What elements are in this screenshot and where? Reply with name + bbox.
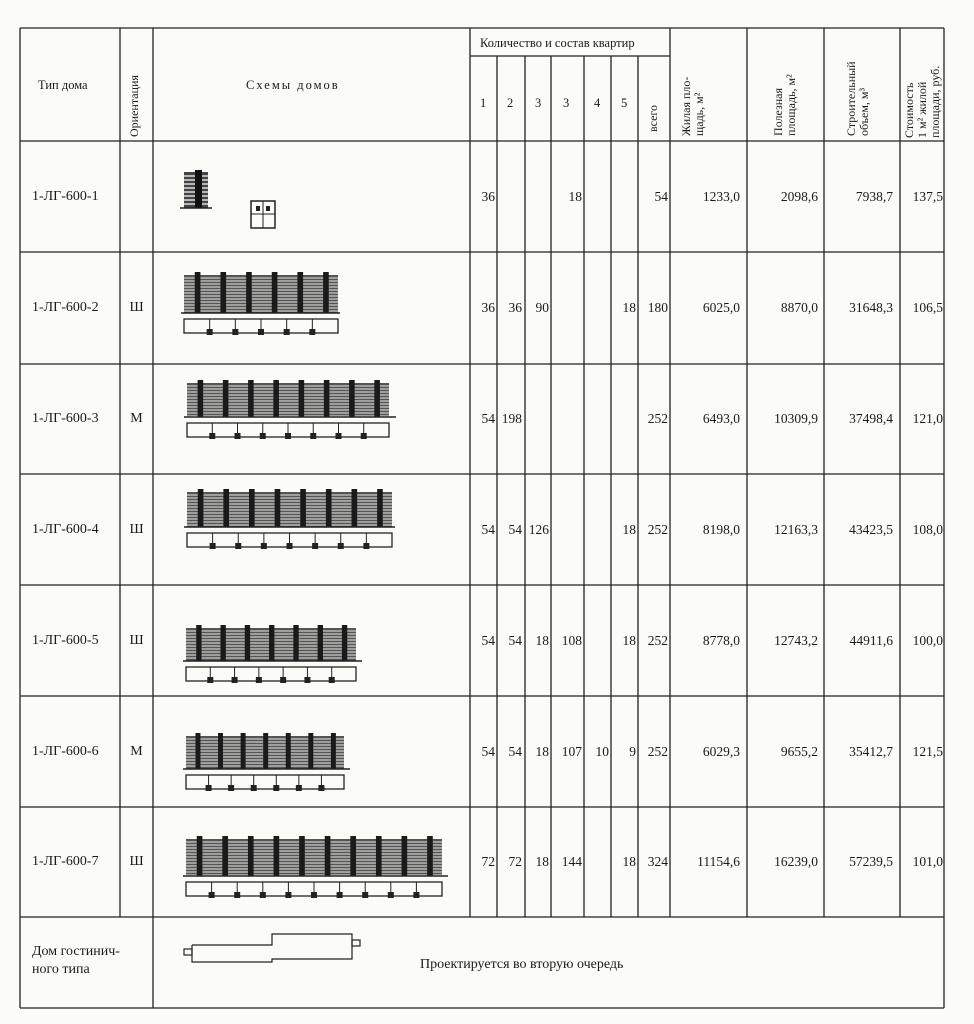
cost-cell: 121,0 [912, 411, 943, 426]
living-area-cell: 6493,0 [702, 411, 740, 426]
apartment-count-cell: 126 [528, 521, 549, 537]
apartment-count-cell: 18 [622, 300, 636, 315]
cost-cell: 108,0 [912, 521, 943, 537]
useful-area-cell: 2098,6 [780, 188, 818, 204]
cost-cell: 137,5 [912, 188, 943, 204]
orientation-cell: Ш [129, 521, 144, 537]
house-type: 1-ЛГ-600-4 [32, 521, 99, 537]
apartment-count-cell: 324 [647, 854, 668, 869]
header-useful: Полезная площадь, м² [771, 74, 798, 136]
apartment-count-cell: 252 [647, 743, 668, 759]
orientation-cell: М [130, 743, 143, 759]
header-cost: Стоимость 1 м² жилой площади, руб. [902, 65, 942, 138]
apartment-count-cell: 18 [535, 854, 549, 869]
hotel-note: Проектируется во вторую очередь [420, 957, 624, 972]
living-area-cell: 1233,0 [702, 188, 740, 204]
house-type: 1-ЛГ-600-7 [32, 854, 99, 869]
scheme-elevation-6 [183, 733, 350, 791]
living-area-cell: 11154,6 [697, 854, 740, 869]
apartment-count-cell: 18 [535, 743, 549, 759]
apartment-count-cell: 90 [535, 300, 549, 315]
orientation-cell: Ш [129, 854, 144, 869]
header-qty-group: Количество и состав квартир [480, 36, 635, 50]
apartment-count-cell: 18 [535, 632, 549, 648]
apartment-count-cell: 54 [654, 188, 668, 204]
useful-area-cell: 9655,2 [780, 743, 818, 759]
apartment-count-cell: 36 [508, 300, 522, 315]
apartment-count-cell: 54 [481, 632, 495, 648]
apartment-count-cell: 18 [622, 854, 636, 869]
apartment-count-cell: 252 [647, 411, 668, 426]
header-room-3b: 3 [563, 96, 570, 110]
apartment-count-cell: 54 [508, 521, 522, 537]
apartment-count-cell: 72 [508, 854, 522, 869]
volume-cell: 57239,5 [849, 854, 893, 869]
living-area-cell: 6025,0 [702, 300, 740, 315]
cost-cell: 100,0 [912, 632, 943, 648]
apartment-count-cell: 18 [622, 632, 636, 648]
useful-area-cell: 12743,2 [774, 632, 818, 648]
apartment-count-cell: 18 [568, 188, 582, 204]
living-area-cell: 8198,0 [702, 521, 740, 537]
orientation-cell: Ш [129, 300, 144, 315]
volume-cell: 44911,6 [849, 632, 893, 648]
header-orientation: Ориентация [127, 75, 141, 137]
apartment-count-cell: 54 [481, 411, 495, 426]
scheme-elevation-4 [184, 489, 395, 549]
apartment-count-cell: 198 [501, 411, 522, 426]
house-type: 1-ЛГ-600-2 [32, 300, 99, 315]
apartment-count-cell: 9 [629, 743, 636, 759]
house-type: 1-ЛГ-600-5 [32, 632, 99, 648]
apartment-count-cell: 54 [481, 521, 495, 537]
header-room-3a: 3 [535, 96, 542, 110]
apartment-count-cell: 54 [508, 743, 522, 759]
cost-cell: 106,5 [912, 300, 943, 315]
house-type: 1-ЛГ-600-1 [32, 188, 99, 204]
apartment-count-cell: 18 [622, 521, 636, 537]
apartment-count-cell: 36 [481, 188, 495, 204]
house-type: 1-ЛГ-600-6 [32, 743, 99, 759]
scheme-1-lg-600-1 [180, 170, 275, 228]
header-room-2: 2 [507, 96, 514, 110]
apartment-count-cell: 10 [595, 743, 609, 759]
apartment-count-cell: 144 [561, 854, 582, 869]
volume-cell: 37498,4 [849, 411, 893, 426]
apartment-count-cell: 107 [561, 743, 582, 759]
header-room-4: 4 [594, 96, 601, 110]
scheme-elevation-3 [184, 380, 396, 439]
apartment-count-cell: 36 [481, 300, 495, 315]
scheme-hotel [184, 934, 360, 962]
useful-area-cell: 12163,3 [774, 521, 818, 537]
header-schemes: Схемы домов [246, 78, 340, 92]
apartment-count-cell: 252 [647, 632, 668, 648]
living-area-cell: 6029,3 [702, 743, 740, 759]
apartment-count-cell: 252 [647, 521, 668, 537]
scheme-elevation-7 [183, 836, 448, 898]
living-area-cell: 8778,0 [702, 632, 740, 648]
cost-cell: 121,5 [912, 743, 943, 759]
house-type: 1-ЛГ-600-3 [32, 411, 99, 426]
apartment-count-cell: 72 [481, 854, 495, 869]
volume-cell: 31648,3 [849, 300, 893, 315]
header-room-1: 1 [480, 96, 487, 110]
header-room-5: 5 [621, 96, 628, 110]
header-room-total: всего [646, 104, 660, 132]
apartment-count-cell: 108 [561, 632, 582, 648]
hotel-type-label: Дом гостинич- ного типа [32, 944, 120, 977]
apartment-count-cell: 54 [481, 743, 495, 759]
volume-cell: 35412,7 [849, 743, 893, 759]
useful-area-cell: 8870,0 [780, 300, 818, 315]
scheme-elevation-5 [183, 625, 362, 683]
apartment-count-cell: 180 [647, 300, 668, 315]
orientation-cell: М [130, 411, 143, 426]
header-living: Жилая пло- щадь, м² [679, 76, 706, 136]
cost-cell: 101,0 [912, 854, 943, 869]
scheme-elevation-2 [181, 272, 340, 335]
volume-cell: 7938,7 [855, 188, 893, 204]
header-type: Тип дома [38, 78, 88, 92]
apartment-count-cell: 54 [508, 632, 522, 648]
useful-area-cell: 10309,9 [774, 411, 818, 426]
volume-cell: 43423,5 [849, 521, 893, 537]
useful-area-cell: 16239,0 [774, 854, 818, 869]
header-volume: Строительный объем, м³ [844, 61, 871, 136]
orientation-cell: Ш [129, 632, 144, 648]
